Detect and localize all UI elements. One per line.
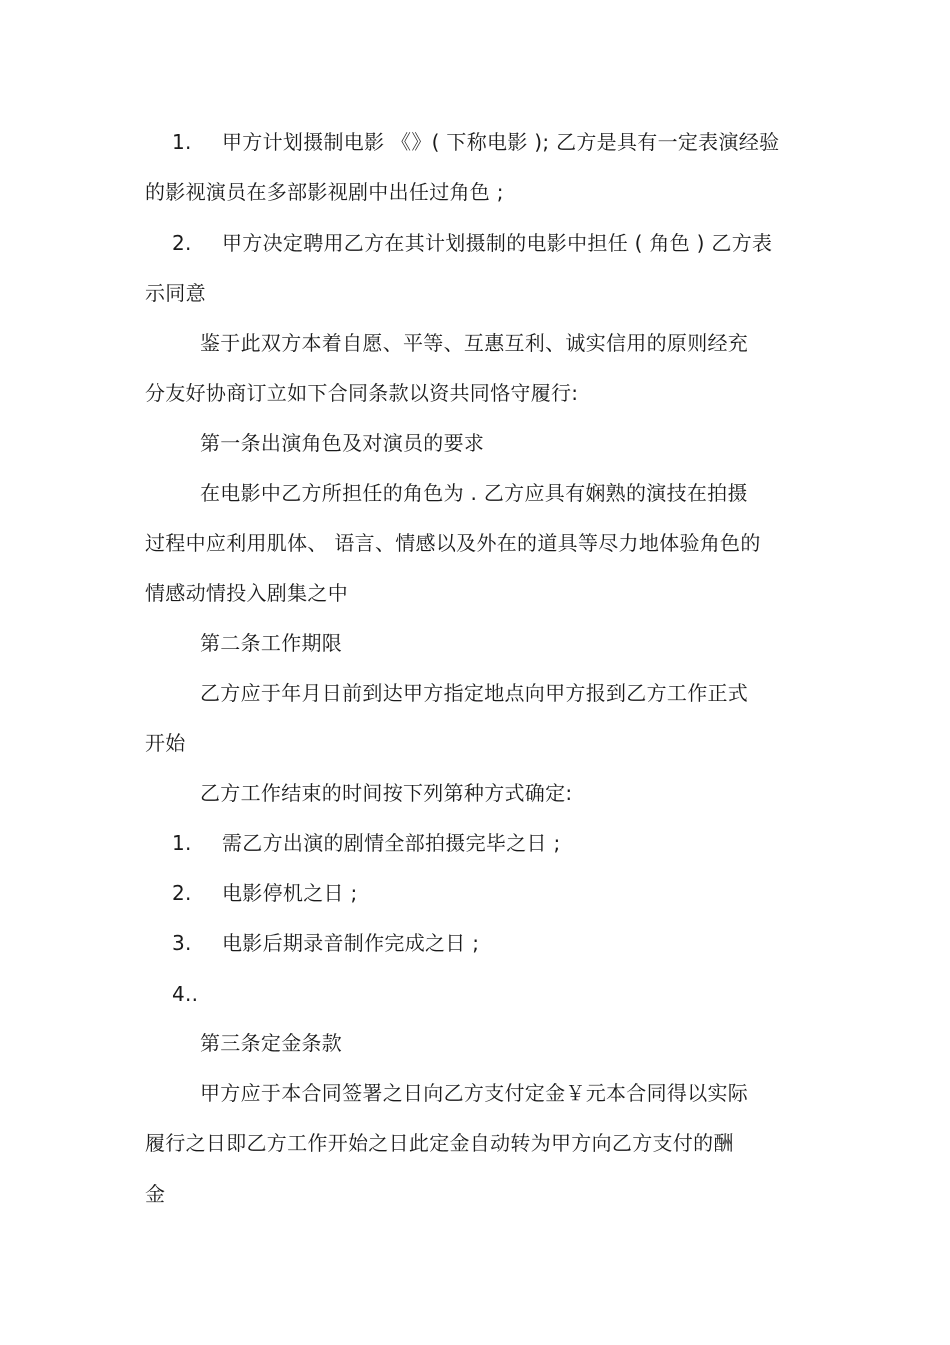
list-item [172,830,561,856]
paragraph-line [145,179,504,205]
paragraph-line [200,780,572,806]
list-number: 1. [172,130,192,154]
paragraph-line [145,1130,734,1156]
list-item [172,981,198,1007]
line-text: 甲方决定聘用乙方在其计划摄制的电影中担任 ( 角色 ) 乙方表 [222,231,773,255]
line-text: 履行之日即乙方工作开始之日此定金自动转为甲方向乙方支付的酬 [145,1131,734,1155]
line-text: 乙方工作结束的时间按下列第种方式确定: [200,781,573,805]
line-text: 过程中应利用肌体、 语言、情感以及外在的道具等尽力地体验角色的 [145,531,761,555]
line-text: 第一条出演角色及对演员的要求 [200,431,485,455]
line-text: 示同意 [145,281,206,305]
paragraph-line [145,380,578,406]
paragraph-line [145,1181,165,1207]
section-heading [200,1030,342,1056]
line-text: 在电影中乙方所担任的角色为 . 乙方应具有娴熟的演技在拍摄 [200,481,748,505]
line-text: 鉴于此双方本着自愿、平等、互惠互利、诚实信用的原则经充 [200,331,749,355]
line-text: 金 [145,1182,166,1206]
paragraph-line [172,230,772,256]
section-heading [200,630,342,656]
list-item [172,930,479,956]
list-number: 2. [172,231,192,255]
paragraph-line [172,129,779,155]
paragraph-line [200,680,748,706]
paragraph-line [200,480,748,506]
paragraph-line [145,730,186,756]
paragraph-line [145,280,206,306]
list-number: 1. [172,831,192,855]
line-text: 需乙方出演的剧情全部拍摄完毕之日 ; [222,831,561,855]
line-text: 开始 [145,731,186,755]
list-number: 3. [172,931,192,955]
line-text: 的影视演员在多部影视剧中出任过角色 ; [145,180,504,204]
line-text: 甲方应于本合同签署之日向乙方支付定金￥元本合同得以实际 [200,1081,749,1105]
paragraph-line [200,1080,748,1106]
line-text: 乙方应于年月日前到达甲方指定地点向甲方报到乙方工作正式 [200,681,749,705]
line-text: 第三条定金条款 [200,1031,343,1055]
list-number: 2. [172,881,192,905]
line-text: 电影停机之日 ; [222,881,358,905]
paragraph-line [145,580,348,606]
paragraph-line [145,530,761,556]
line-text: 情感动情投入剧集之中 [145,581,348,605]
line-text: 4.. [172,982,199,1006]
section-heading [200,430,484,456]
line-text: 第二条工作期限 [200,631,343,655]
list-item [172,880,358,906]
line-text: 电影后期录音制作完成之日 ; [222,931,480,955]
line-text: 甲方计划摄制电影 《》( 下称电影 ); 乙方是具有一定表演经验 [222,130,780,154]
paragraph-line [200,330,748,356]
line-text: 分友好协商订立如下合同条款以资共同恪守履行: [145,381,579,405]
